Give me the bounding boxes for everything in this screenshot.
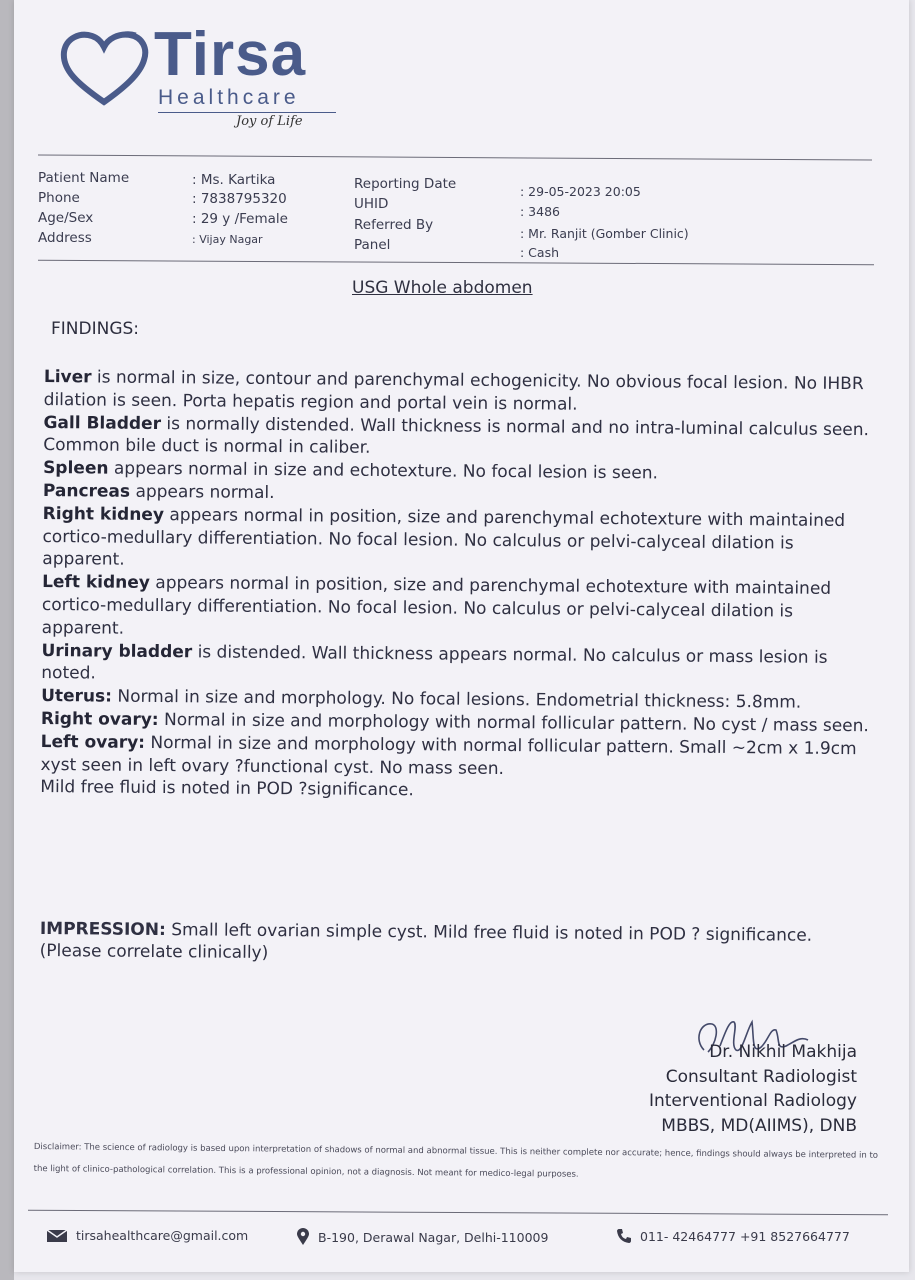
finding-free-fluid: Mild free fluid is noted in POD ?significance. bbox=[40, 777, 414, 801]
value-panel: : Cash bbox=[520, 245, 560, 260]
value-address: : Vijay Nagar bbox=[192, 233, 263, 246]
impression bbox=[40, 918, 830, 969]
signatory-role: Consultant Radiologist bbox=[665, 1066, 857, 1087]
finding-pancreas: Pancreas appears normal. bbox=[42, 480, 275, 504]
email-icon bbox=[46, 1229, 68, 1243]
value-age-sex: : 29 y /Female bbox=[192, 211, 288, 227]
footer-phone-text: 011- 42464777 +91 8527664777 bbox=[640, 1228, 850, 1244]
signatory-name: Dr. Nikhil Makhija bbox=[709, 1042, 857, 1062]
footer-email[interactable] bbox=[46, 1228, 248, 1243]
value-referred-by: : Mr. Ranjit (Gomber Clinic) bbox=[520, 226, 689, 241]
footer-address bbox=[296, 1228, 548, 1246]
footer-contacts bbox=[46, 1222, 886, 1252]
finding-spleen: Spleen appears normal in size and echotexture. No focal lesion is seen. bbox=[43, 458, 659, 484]
brand-logo bbox=[58, 20, 378, 140]
finding-left-kidney: Left kidney appears normal in position, size and parenchymal echotexture with maintained cortico-medullary differentiation. No focal lesion. No calculus or pelvi-calyceal dilation is apparent. bbox=[41, 572, 832, 639]
value-patient-name: : Ms. Kartika bbox=[192, 172, 276, 188]
location-pin-icon bbox=[296, 1228, 310, 1246]
impression-label: IMPRESSION: bbox=[39, 918, 166, 941]
impression-text: Small left ovarian simple cyst. Mild free fluid is noted in POD ? significance. (Please correlate clinically) bbox=[39, 920, 813, 963]
phone-icon bbox=[616, 1228, 632, 1244]
finding-right-ovary: Right ovary: Normal in size and morphology with normal follicular pattern. No cyst / mass seen. bbox=[40, 708, 869, 737]
label-reporting-date: Reporting Date bbox=[354, 176, 457, 192]
brand-underline bbox=[158, 112, 336, 113]
signatory-degrees: MBBS, MD(AIIMS), DNB bbox=[661, 1115, 857, 1136]
label-age-sex: Age/Sex bbox=[38, 210, 94, 226]
page-edge-shadow bbox=[0, 0, 14, 1280]
value-uhid: : 3486 bbox=[520, 204, 560, 219]
footer-email-text: tirsahealthcare@gmail.com bbox=[76, 1228, 249, 1243]
report-title: USG Whole abdomen bbox=[352, 278, 533, 298]
signatory-specialty: Interventional Radiology bbox=[648, 1091, 857, 1111]
label-referred-by: Referred By bbox=[354, 217, 434, 233]
findings-heading: FINDINGS: bbox=[51, 319, 140, 339]
brand-name: Tirsa bbox=[154, 20, 307, 89]
finding-gall-bladder: Gall Bladder is normally distended. Wall thickness is normal and no intra-luminal calculus seen. Common bile duct is normal in caliber. bbox=[43, 412, 870, 459]
finding-uterus: Uterus: Normal in size and morphology. No focal lesions. Endometrial thickness: 5.8mm. bbox=[41, 686, 802, 713]
footer-address-text: B-190, Derawal Nagar, Delhi-110009 bbox=[318, 1229, 549, 1245]
finding-urinary-bladder: Urinary bladder is distended. Wall thickness appears normal. No calculus or mass lesion is noted. bbox=[41, 640, 828, 684]
info-rule bbox=[38, 260, 874, 265]
finding-left-ovary: Left ovary: Normal in size and morphology with normal follicular pattern. Small ~2cm x 1.9cm xyst seen in left ovary ?functional cyst. No mass seen. bbox=[40, 731, 857, 779]
label-address: Address bbox=[38, 230, 92, 246]
finding-liver: Liver is normal in size, contour and parenchymal echogenicity. No obvious focal lesion. No IHBR dilation is seen. Porta hepatis region and portal vein is normal. bbox=[43, 366, 864, 415]
label-patient-name: Patient Name bbox=[38, 170, 130, 186]
footer-rule bbox=[28, 1210, 888, 1216]
brand-subtitle: Healthcare bbox=[158, 86, 300, 109]
findings-list bbox=[40, 366, 874, 806]
disclaimer: Disclaimer: The science of radiology is based upon interpretation of shadows of normal and abnormal tissue. This is neither complete nor accurate; hence, findings should always be interpreted in to the light of clinico-pathological correlation. This is a professional opinion, not a diagnosis. Not meant for medico-legal purposes. bbox=[33, 1141, 879, 1180]
heart-logo-icon bbox=[58, 28, 150, 108]
patient-info bbox=[38, 168, 878, 260]
footer-phone[interactable] bbox=[616, 1228, 850, 1244]
signatory-block bbox=[649, 1040, 857, 1138]
label-phone: Phone bbox=[38, 190, 80, 206]
brand-tagline: Joy of Life bbox=[236, 114, 303, 129]
label-panel: Panel bbox=[354, 237, 391, 253]
value-reporting-date: : 29-05-2023 20:05 bbox=[520, 184, 641, 199]
value-phone: : 7838795320 bbox=[192, 191, 287, 207]
finding-right-kidney: Right kidney appears normal in position, size and parenchymal echotexture with maintained cortico-medullary differentiation. No focal lesion. No calculus or pelvi-calyceal dilation is apparent. bbox=[42, 503, 846, 571]
label-uhid: UHID bbox=[354, 196, 389, 212]
report-sheet bbox=[14, 0, 909, 1272]
header-rule bbox=[38, 154, 872, 160]
